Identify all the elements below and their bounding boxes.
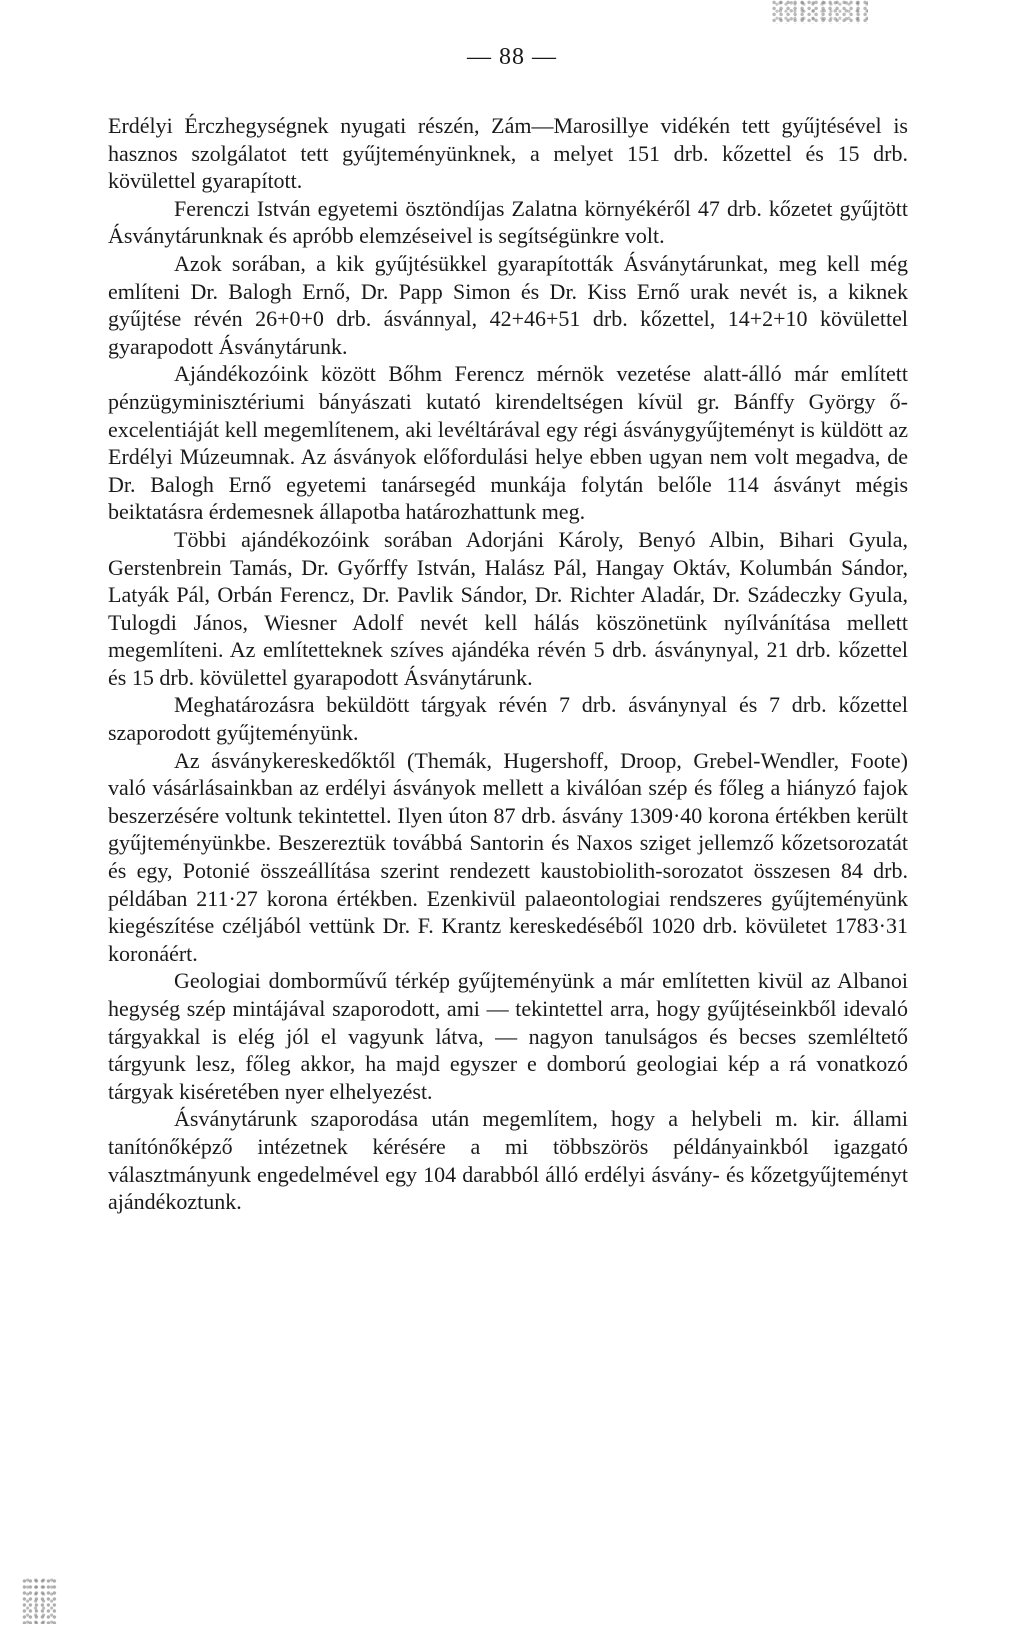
scan-artifact-bottom <box>22 1578 58 1624</box>
paragraph: Erdélyi Érczhegységnek nyugati részén, Zám—Marosillye vidékén tett gyűjtésével is hasznos szolgálatot tett gyűjteményünknek, a melyet 151 drb. kőzettel és 15 drb. kövülettel gyarapított. <box>108 113 908 194</box>
paragraph: Meghatározásra beküldött tárgyak révén 7 drb. ásványnyal és 7 drb. kőzettel szaporodott gyűjteményünk. <box>108 692 908 746</box>
page-number: — 88 — <box>467 44 557 70</box>
paragraph: Ferenczi István egyetemi ösztöndíjas Zalatna környékéről 47 drb. kőzetet gyűjtött Ásványtárunknak és apróbb elemzéseivel is segítségünkre volt. <box>108 195 908 249</box>
paragraph: Többi ajándékozóink sorában Adorjáni Károly, Benyó Albin, Bihari Gyula, Gerstenbrein Tamás, Dr. Győrffy István, Halász Pál, Hangay Oktáv, Kolumbán Sándor, Latyák Pál, Orbán Ferencz, Dr. Pavlik Sándor, Dr. Richter Aladár, Dr. Szádeczky Gyula, Tulogdi János, Wiesner Adolf nevét kell hálás köszönetünk nyílvánítása mellett megemlíteni. Az említetteknek szíves ajándéka révén 5 drb. ásványnyal, 21 drb. kőzettel és 15 drb. kövülettel gyarapodott Ásványtárunk. <box>108 526 908 690</box>
body-text <box>108 112 908 1216</box>
paragraph: Azok sorában, a kik gyűjtésükkel gyarapították Ásványtárunkat, meg kell még említeni Dr. Balogh Ernő, Dr. Papp Simon és Dr. Kiss Ernő urak nevét is, a kiknek gyűjtése révén 26+0+0 drb. ásvánnyal, 42+46+51 drb. kőzettel, 14+2+10 kövülettel gyarapodott Ásványtárunk. <box>108 250 908 359</box>
paragraph: Az ásványkereskedőktől (Themák, Hugershoff, Droop, Grebel-Wendler, Foote) való vásárlásainkban az erdélyi ásványok mellett a kiválóan szép és főleg a hiányzó fajok beszerzésére voltunk tekintettel. Ilyen úton 87 drb. ásvány 1309·40 korona értékben került gyűjteményünkbe. Beszereztük továbbá Santorin és Naxos sziget jellemző kőzetsorozatát és egy, Potonié összeállítása szerint rendezett kaustobiolith-sorozatot összesen 84 drb. példában 211·27 korona értékben. Ezenkivül palaeontologiai rendszeres gyűjteményünk kiegészítése czéljából vettünk Dr. F. Krantz kereskedéséből 1020 drb. kövületet 1783·31 koronáért. <box>108 747 908 966</box>
paragraph: Ajándékozóink között Bőhm Ferencz mérnök vezetése alatt-álló már említett pénzügyminisztériumi bányászati kutató kirendeltségen kívül gr. Bánffy György ő-excelentiáját kell megemlítenem, aki levéltárával egy régi ásványgyűjteményt is küldött az Erdélyi Múzeumnak. Az ásványok előfordulási helye ebben ugyan nem volt megadva, de Dr. Balogh Ernő egyetemi tanársegéd munkája folytán belőle 114 ásványt mégis beiktatásra érdemesnek állapotba határozhattunk meg. <box>108 361 908 525</box>
paragraph: Geologiai domborművű térkép gyűjteményünk a már említetten kivül az Albanoi hegység szép mintájával szaporodott, ami — tekintettel arra, hogy gyűjtéseinkből idevaló tárgyakkal is elég jól el vagyunk látva, — nagyon tanulságos és becses szemléltető tárgyunk lesz, főleg akkor, ha majd egyszer e domború geologiai kép a rá vonatkozó tárgyak kiséretében nyer elhelyezést. <box>108 968 908 1104</box>
paragraph: Ásványtárunk szaporodása után megemlítem, hogy a helybeli m. kir. állami tanítónőképző intézetnek kérésére a mi többszörös példányainkból igazgató választmányunk engedelmével egy 104 darabból álló erdélyi ásvány- és kőzetgyűjteményt ajándékoztunk. <box>108 1106 908 1215</box>
scan-artifact-top <box>772 0 868 24</box>
